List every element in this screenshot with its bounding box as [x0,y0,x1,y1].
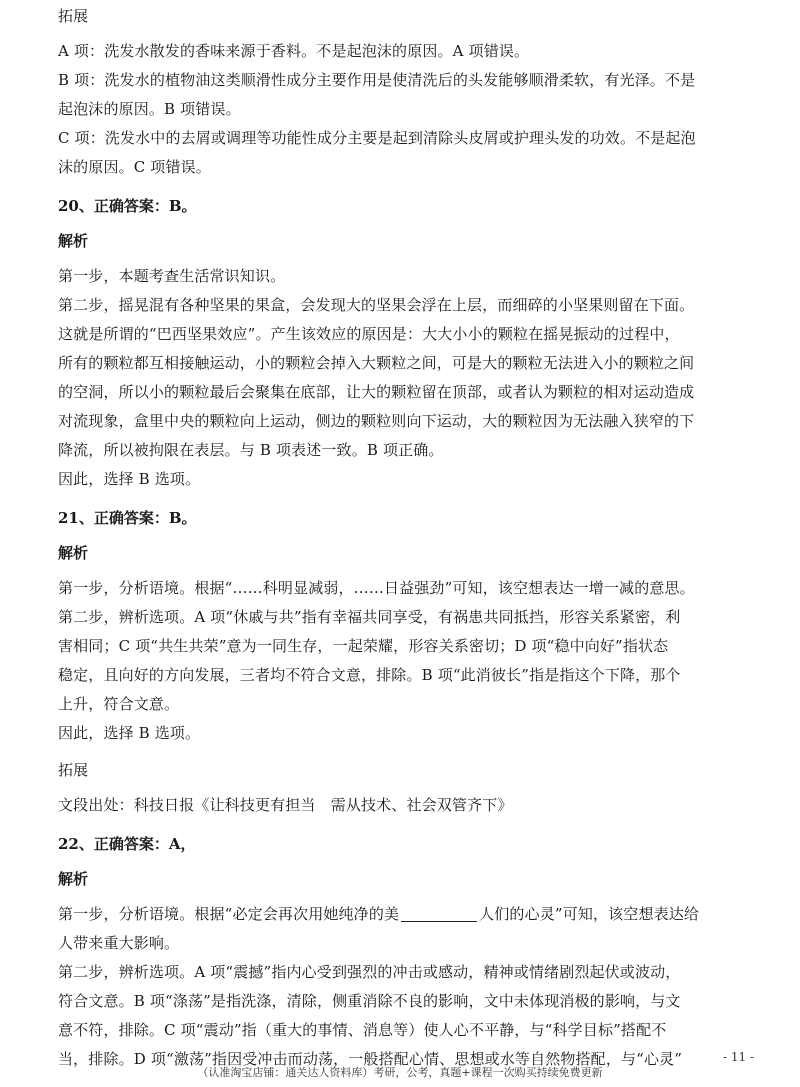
text-line: 因此，选择 B 选项。 [58,470,201,488]
source-line: 文段出处：科技日报《让科技更有担当 需从技术、社会双管齐下》 [58,796,513,814]
text-line: 的空洞，所以小的颗粒最后会聚集在底部，让大的颗粒留在顶部，或者认为颗粒的相对运动造成 [58,383,695,401]
document-page [58,0,748,1074]
fill-blank [401,905,477,922]
text-line: 符合文意。B 项“涤荡”是指洗涤，清除，侧重消除不良的影响，文中未体现消极的影响，与文 [58,992,681,1010]
q20-analysis-label: 解析 [58,232,89,250]
extension-label: 拓展 [58,7,89,25]
text-line: 对流现象，盒里中央的颗粒向上运动，侧边的颗粒则向下运动，大的颗粒因为无法融入狭窄的下 [58,412,695,430]
text-line [58,900,748,929]
text-line: 所有的颗粒都互相接触运动，小的颗粒会掉入大颗粒之间，可是大的颗粒无法进入小的颗粒之间 [58,354,695,372]
text-line: 起泡沫的原因。B 项错误。 [58,100,241,118]
q21-answer-heading: 21、正确答案：B。 [58,509,197,527]
text-line: C 项：洗发水中的去屑或调理等功能性成分主要是起到清除头皮屑或护理头发的功效。不是起泡 [58,129,696,147]
text-line: 意不符，排除。C 项“震动”指（重大的事情、消息等）使人心不平静，与“科学目标”搭配不 [58,1021,667,1039]
text-line: 第一步，本题考查生活常识知识。 [58,267,286,285]
text-segment: 第一步，分析语境。根据“必定会再次用她纯净的美 [58,905,400,923]
text-line: 上升，符合文意。 [58,695,180,713]
text-line: 降流，所以被拘限在表层。与 B 项表述一致。B 项正确。 [58,441,444,459]
text-line: A 项：洗发水散发的香味来源于香料。不是起泡沫的原因。A 项错误。 [58,42,530,60]
q22-answer-heading: 22、正确答案：A， [58,835,196,853]
text-line: 害相同；C 项“共生共荣”意为一同生存，一起荣耀，形容关系密切；D 项“稳中向好”指状态 [58,637,669,655]
text-line: B 项：洗发水的植物油这类顺滑性成分主要作用是使清洗后的头发能够顺滑柔软，有光泽。不是 [58,71,696,89]
text-line: 这就是所谓的“巴西坚果效应”。产生该效应的原因是：大大小小的颗粒在摇晃振动的过程中， [58,325,680,343]
text-line: 第二步，辨析选项。A 项“休戚与共”指有幸福共同享受，有祸患共同抵挡，形容关系紧密，利 [58,608,681,626]
extension-label: 拓展 [58,761,89,779]
text-segment: 人们的心灵”可知，该空想表达给 [479,905,700,923]
text-line: 第一步，分析语境。根据“……科明显减弱，……日益强劲”可知，该空想表达一增一减的意思。 [58,579,695,597]
text-line: 因此，选择 B 选项。 [58,724,201,742]
page-number: - 11 - [722,1050,754,1064]
q22-analysis-label: 解析 [58,870,89,888]
text-line: 沫的原因。C 项错误。 [58,158,211,176]
text-line: 第二步，辨析选项。A 项“震撼”指内心受到强烈的冲击或感动，精神或情绪剧烈起伏或波动， [58,963,681,981]
q20-answer-heading: 20、正确答案：B。 [58,197,197,215]
q21-analysis-label: 解析 [58,544,89,562]
text-line: 人带来重大影响。 [58,934,180,952]
footer-text: （认准淘宝店铺：通关达人资料库）考研，公考，真题+课程一次购买持续免费更新 [197,1066,603,1079]
text-line: 第二步，摇晃混有各种坚果的果盒，会发现大的坚果会浮在上层，而细碎的小坚果则留在下面。 [58,296,695,314]
text-line: 当，排除。D 项“激荡”指因受冲击而动荡，一般搭配心情、思想或水等自然物搭配，与“心灵” [58,1050,683,1068]
text-line: 稳定，且向好的方向发展，三者均不符合文意，排除。B 项“此消彼长”指是指这个下降，那个 [58,666,681,684]
